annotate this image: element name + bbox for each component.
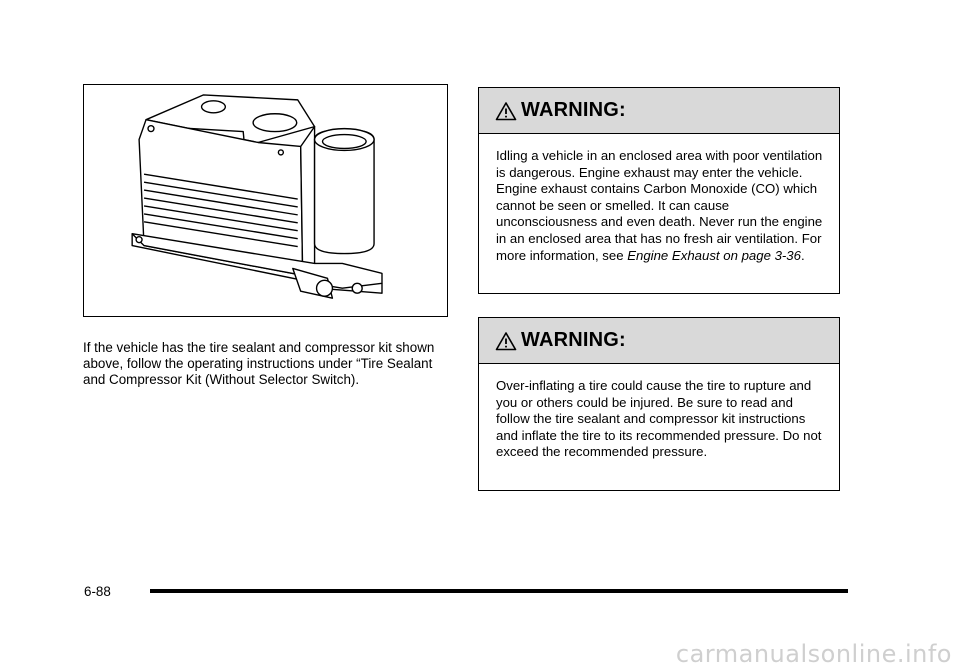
warning-triangle-icon [495, 101, 517, 121]
warning-triangle-icon [495, 331, 517, 351]
warning-text: Idling a vehicle in an enclosed area with poor ventilation is dangerous. Engine exhaust may enter the vehicle. Engine exhaust contains Carbon Monoxide (CO) which cannot be seen or smelled. It can cause unconsciousness and even death. Never run the engine in an enclosed area that has no fresh air ventilation. For more information, see [496, 148, 823, 263]
warning-title: WARNING: [521, 329, 626, 351]
warning-body [479, 134, 839, 264]
watermark: carmanualsonline.info [675, 640, 952, 668]
warning-box-exhaust [478, 87, 840, 294]
figure-caption: If the vehicle has the tire sealant and compressor kit shown above, follow the operating instructions under “Tire Sealant and Compressor Kit (Without Selector Switch). [83, 340, 435, 387]
warning-header [479, 88, 839, 134]
footer-rule [150, 589, 848, 593]
cross-reference-link[interactable]: Engine Exhaust on page 3-36 [627, 247, 801, 263]
warning-text-end: . [800, 247, 805, 263]
compressor-kit-figure [83, 84, 448, 317]
warning-header [479, 318, 839, 364]
warning-box-overinflation [478, 317, 840, 491]
warning-body: Over-inflating a tire could cause the tire to rupture and you or others could be injured. Be sure to read and follow the tire sealant and compressor kit instructions and inflate the tire to its recommended pressure. Do not exceed the recommended pressure. [496, 378, 822, 460]
warning-title: WARNING: [521, 99, 626, 121]
compressor-kit-illustration [84, 85, 447, 316]
page-number: 6-88 [84, 584, 111, 599]
